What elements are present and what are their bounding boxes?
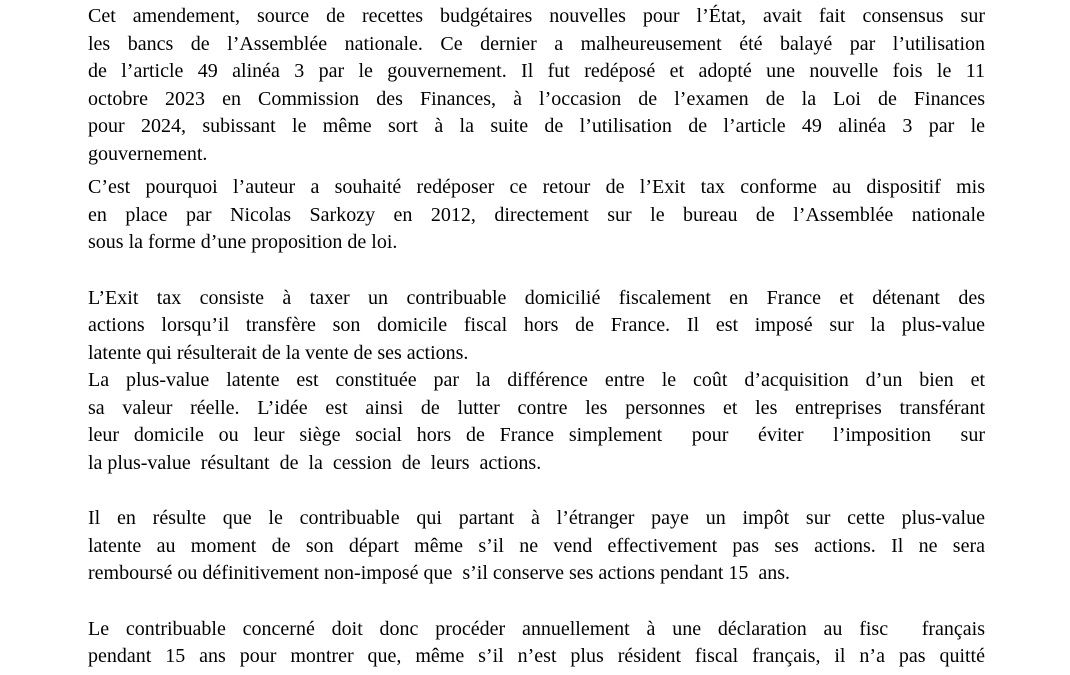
text-line: la plus-value résultant de la cession de leurs actions. [88,451,542,474]
paragraph [88,3,985,168]
text-line: Cet amendement, source de recettes budgétaires nouvelles pour l’État, avait fait consensus sur [88,5,985,27]
text-line: sa valeur réelle. L’idée est ainsi de lutter contre les personnes et les entreprises transférant [88,396,985,419]
text-line: C’est pourquoi l’auteur a souhaité redéposer ce retour de l’Exit tax conforme au dispositif mis [88,176,985,198]
text-line: en place par Nicolas Sarkozy en 2012, directement sur le bureau de l’Assemblée nationale [88,203,985,226]
paragraph [88,505,985,588]
paragraph [88,285,985,368]
text-line: leur domicile ou leur siège social hors de France simplement pour éviter l’imposition sur [88,424,985,446]
text-line: L’Exit tax consiste à taxer un contribuable domicilié fiscalement en France et détenant des [88,286,985,309]
text-line: latente qui résulterait de la vente de ses actions. [88,341,469,364]
paragraph [88,367,985,477]
text-line: pendant 15 ans pour montrer que, même s’il n’est plus résident fiscal français, il n’a pas quitté [88,645,985,667]
text-line: latente au moment de son départ même s’il ne vend effectivement pas ses actions. Il ne sera [88,534,985,557]
text-line: de l’article 49 alinéa 3 par le gouvernement. Il fut redéposé et adopté une nouvelle fois le 11 [88,60,985,82]
text-line: Le contribuable concerné doit donc procéder annuellement à une déclaration au fisc français [88,617,985,640]
text-line: sous la forme d’une proposition de loi. [88,231,398,253]
text-line: pour 2024, subissant le même sort à la suite de l’utilisation de l’article 49 alinéa 3 par le [88,115,985,137]
text-line: actions lorsqu’il transfère son domicile fiscal hors de France. Il est imposé sur la plus-value [88,314,985,336]
text-line: les bancs de l’Assemblée nationale. Ce dernier a malheureusement été balayé par l’utilisation [88,32,985,55]
text-line: Il en résulte que le contribuable qui partant à l’étranger paye un impôt sur cette plus-value [88,507,985,529]
paragraph [88,174,985,257]
text-line: La plus-value latente est constituée par la différence entre le coût d’acquisition d’un bien et [88,369,985,391]
text-line: remboursé ou définitivement non-imposé que s’il conserve ses actions pendant 15 ans. [88,562,791,584]
text-line: octobre 2023 en Commission des Finances, à l’occasion de l’examen de la Loi de Finances [88,87,985,110]
text-line: gouvernement. [88,142,208,165]
paragraph [88,616,985,671]
